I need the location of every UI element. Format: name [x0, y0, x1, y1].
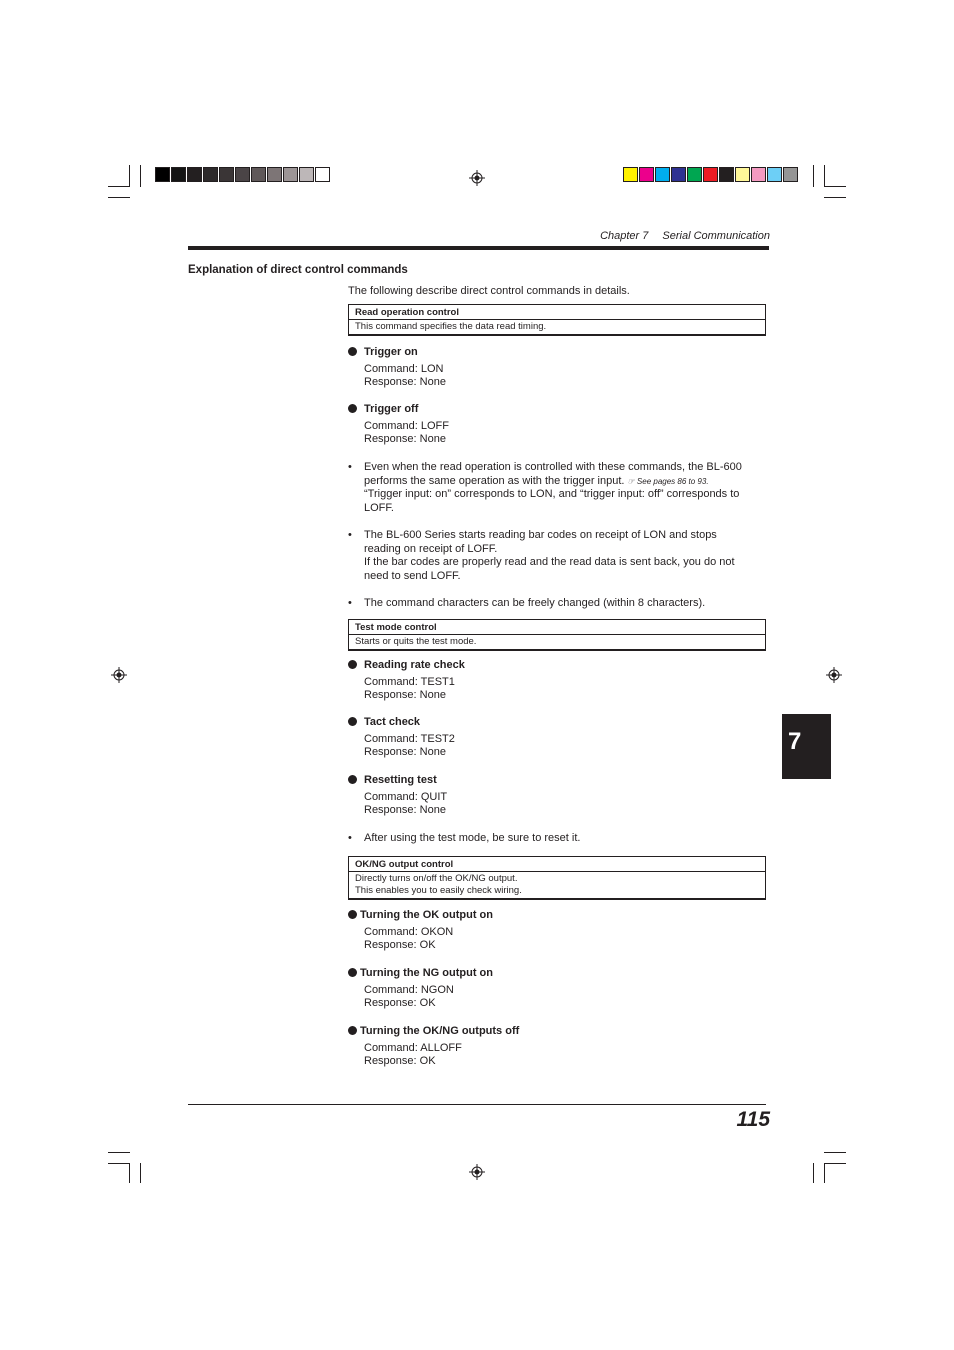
command-item	[348, 909, 493, 953]
registration-mark-icon	[469, 1164, 485, 1180]
item-command: Command: LOFF	[364, 419, 449, 432]
item-response: Response: None	[364, 804, 446, 817]
ok-ng-output-box	[348, 856, 766, 900]
note	[348, 461, 768, 515]
crop-mark	[108, 1152, 130, 1153]
color-swatch	[299, 167, 314, 182]
crop-mark	[824, 1163, 825, 1183]
crop-mark	[824, 1163, 846, 1164]
crop-mark	[824, 186, 846, 187]
registration-mark-icon	[469, 170, 485, 186]
bullet-icon	[348, 910, 357, 919]
item-response: Response: OK	[364, 997, 436, 1010]
crop-mark	[129, 165, 130, 187]
item-title: Turning the NG output on	[360, 967, 493, 979]
color-swatch	[671, 167, 686, 182]
color-swatch	[171, 167, 186, 182]
bullet-icon: •	[348, 597, 352, 609]
bullet-icon	[348, 968, 357, 977]
color-swatch	[251, 167, 266, 182]
note-line: The command characters can be freely changed (within 8 characters).	[364, 597, 706, 609]
color-swatch	[687, 167, 702, 182]
item-response: Response: OK	[364, 939, 436, 952]
item-title: Trigger off	[364, 403, 419, 415]
crop-mark	[813, 1163, 814, 1183]
chapter-title: Serial Communication	[662, 230, 770, 242]
box-body: This enables you to easily check wiring.	[355, 885, 522, 896]
crop-mark	[824, 197, 846, 198]
item-title: Reading rate check	[364, 659, 465, 671]
note	[348, 597, 768, 611]
crop-mark	[129, 1163, 130, 1183]
color-swatch	[623, 167, 638, 182]
item-title: Trigger on	[364, 346, 418, 358]
item-response: Response: None	[364, 433, 446, 446]
item-command: Command: QUIT	[364, 790, 448, 803]
command-item	[348, 716, 455, 760]
color-swatch	[219, 167, 234, 182]
bullet-icon	[348, 775, 357, 784]
color-swatch	[203, 167, 218, 182]
command-item	[348, 659, 465, 703]
color-swatch	[735, 167, 750, 182]
color-swatch	[767, 167, 782, 182]
color-swatch	[267, 167, 282, 182]
item-command: Command: TEST1	[364, 675, 455, 688]
crop-mark	[140, 1163, 141, 1183]
item-command: Command: LON	[364, 362, 444, 375]
item-title: Tact check	[364, 716, 421, 728]
bullet-icon	[348, 347, 357, 356]
item-command: Command: NGON	[364, 983, 454, 996]
note-line: performs the same operation as with the trigger input.	[364, 474, 625, 487]
bullet-icon: •	[348, 529, 352, 541]
box-body: Starts or quits the test mode.	[355, 636, 477, 647]
box-title: OK/NG output control	[349, 857, 765, 872]
crop-mark	[824, 165, 825, 187]
bullet-icon	[348, 660, 357, 669]
read-operation-box	[348, 304, 766, 336]
item-command: Command: ALLOFF	[364, 1041, 462, 1054]
running-header	[600, 230, 770, 242]
color-swatch	[783, 167, 798, 182]
crop-mark	[108, 1163, 130, 1164]
crop-mark	[813, 165, 814, 187]
bullet-icon: •	[348, 832, 352, 844]
command-item	[348, 967, 493, 1011]
item-title: Turning the OK output on	[360, 909, 493, 921]
intro-text: The following describe direct control commands in details.	[348, 285, 630, 297]
page-number: 115	[736, 1108, 770, 1131]
crop-mark	[108, 197, 130, 198]
color-swatch	[655, 167, 670, 182]
bullet-icon: •	[348, 461, 352, 473]
box-title: Test mode control	[349, 620, 765, 635]
item-response: Response: None	[364, 376, 446, 389]
note-line: The BL-600 Series starts reading bar codes on receipt of LON and stops	[364, 529, 717, 541]
command-item	[348, 403, 449, 447]
header-rule	[188, 246, 769, 250]
item-command: Command: OKON	[364, 925, 454, 938]
color-swatch	[187, 167, 202, 182]
command-item	[348, 346, 446, 390]
note-line: Even when the read operation is controlled with these commands, the BL-600	[364, 461, 742, 473]
item-title: Turning the OK/NG outputs off	[360, 1025, 520, 1037]
box-title: Read operation control	[349, 305, 765, 320]
section-title: Explanation of direct control commands	[188, 264, 408, 276]
page-reference: ☞ See pages 86 to 93.	[627, 476, 709, 486]
item-response: Response: OK	[364, 1055, 436, 1068]
color-swatch	[155, 167, 170, 182]
item-response: Response: None	[364, 746, 446, 759]
color-swatch	[719, 167, 734, 182]
note-line: reading on receipt of LOFF.	[364, 542, 498, 555]
color-swatch	[751, 167, 766, 182]
color-swatch	[283, 167, 298, 182]
chapter-tab: 7	[782, 714, 831, 779]
bullet-icon	[348, 717, 357, 726]
registration-mark-icon	[111, 667, 127, 683]
note-line: need to send LOFF.	[364, 569, 461, 582]
command-item	[348, 1025, 519, 1069]
note	[348, 529, 768, 583]
box-body: Directly turns on/off the OK/NG output.	[355, 873, 518, 884]
note-line: “Trigger input: on” corresponds to LON, and “trigger input: off” corresponds to	[364, 488, 740, 501]
footer-rule	[188, 1104, 766, 1105]
color-swatch	[639, 167, 654, 182]
item-title: Resetting test	[364, 774, 437, 786]
test-mode-box	[348, 619, 766, 651]
bullet-icon	[348, 404, 357, 413]
item-response: Response: None	[364, 689, 446, 702]
note-line: After using the test mode, be sure to reset it.	[364, 832, 581, 844]
crop-mark	[108, 186, 130, 187]
crop-mark	[824, 1152, 846, 1153]
crop-mark	[140, 165, 141, 187]
chapter-label: Chapter 7	[600, 230, 649, 242]
item-command: Command: TEST2	[364, 732, 455, 745]
command-item	[348, 774, 447, 818]
note-line: If the bar codes are properly read and the read data is sent back, you do not	[364, 556, 735, 569]
color-swatch	[315, 167, 330, 182]
registration-mark-icon	[826, 667, 842, 683]
color-swatch	[703, 167, 718, 182]
box-body: This command specifies the data read timing.	[355, 321, 547, 332]
bullet-icon	[348, 1026, 357, 1035]
note-line: LOFF.	[364, 501, 394, 514]
note	[348, 832, 768, 846]
color-swatch	[235, 167, 250, 182]
